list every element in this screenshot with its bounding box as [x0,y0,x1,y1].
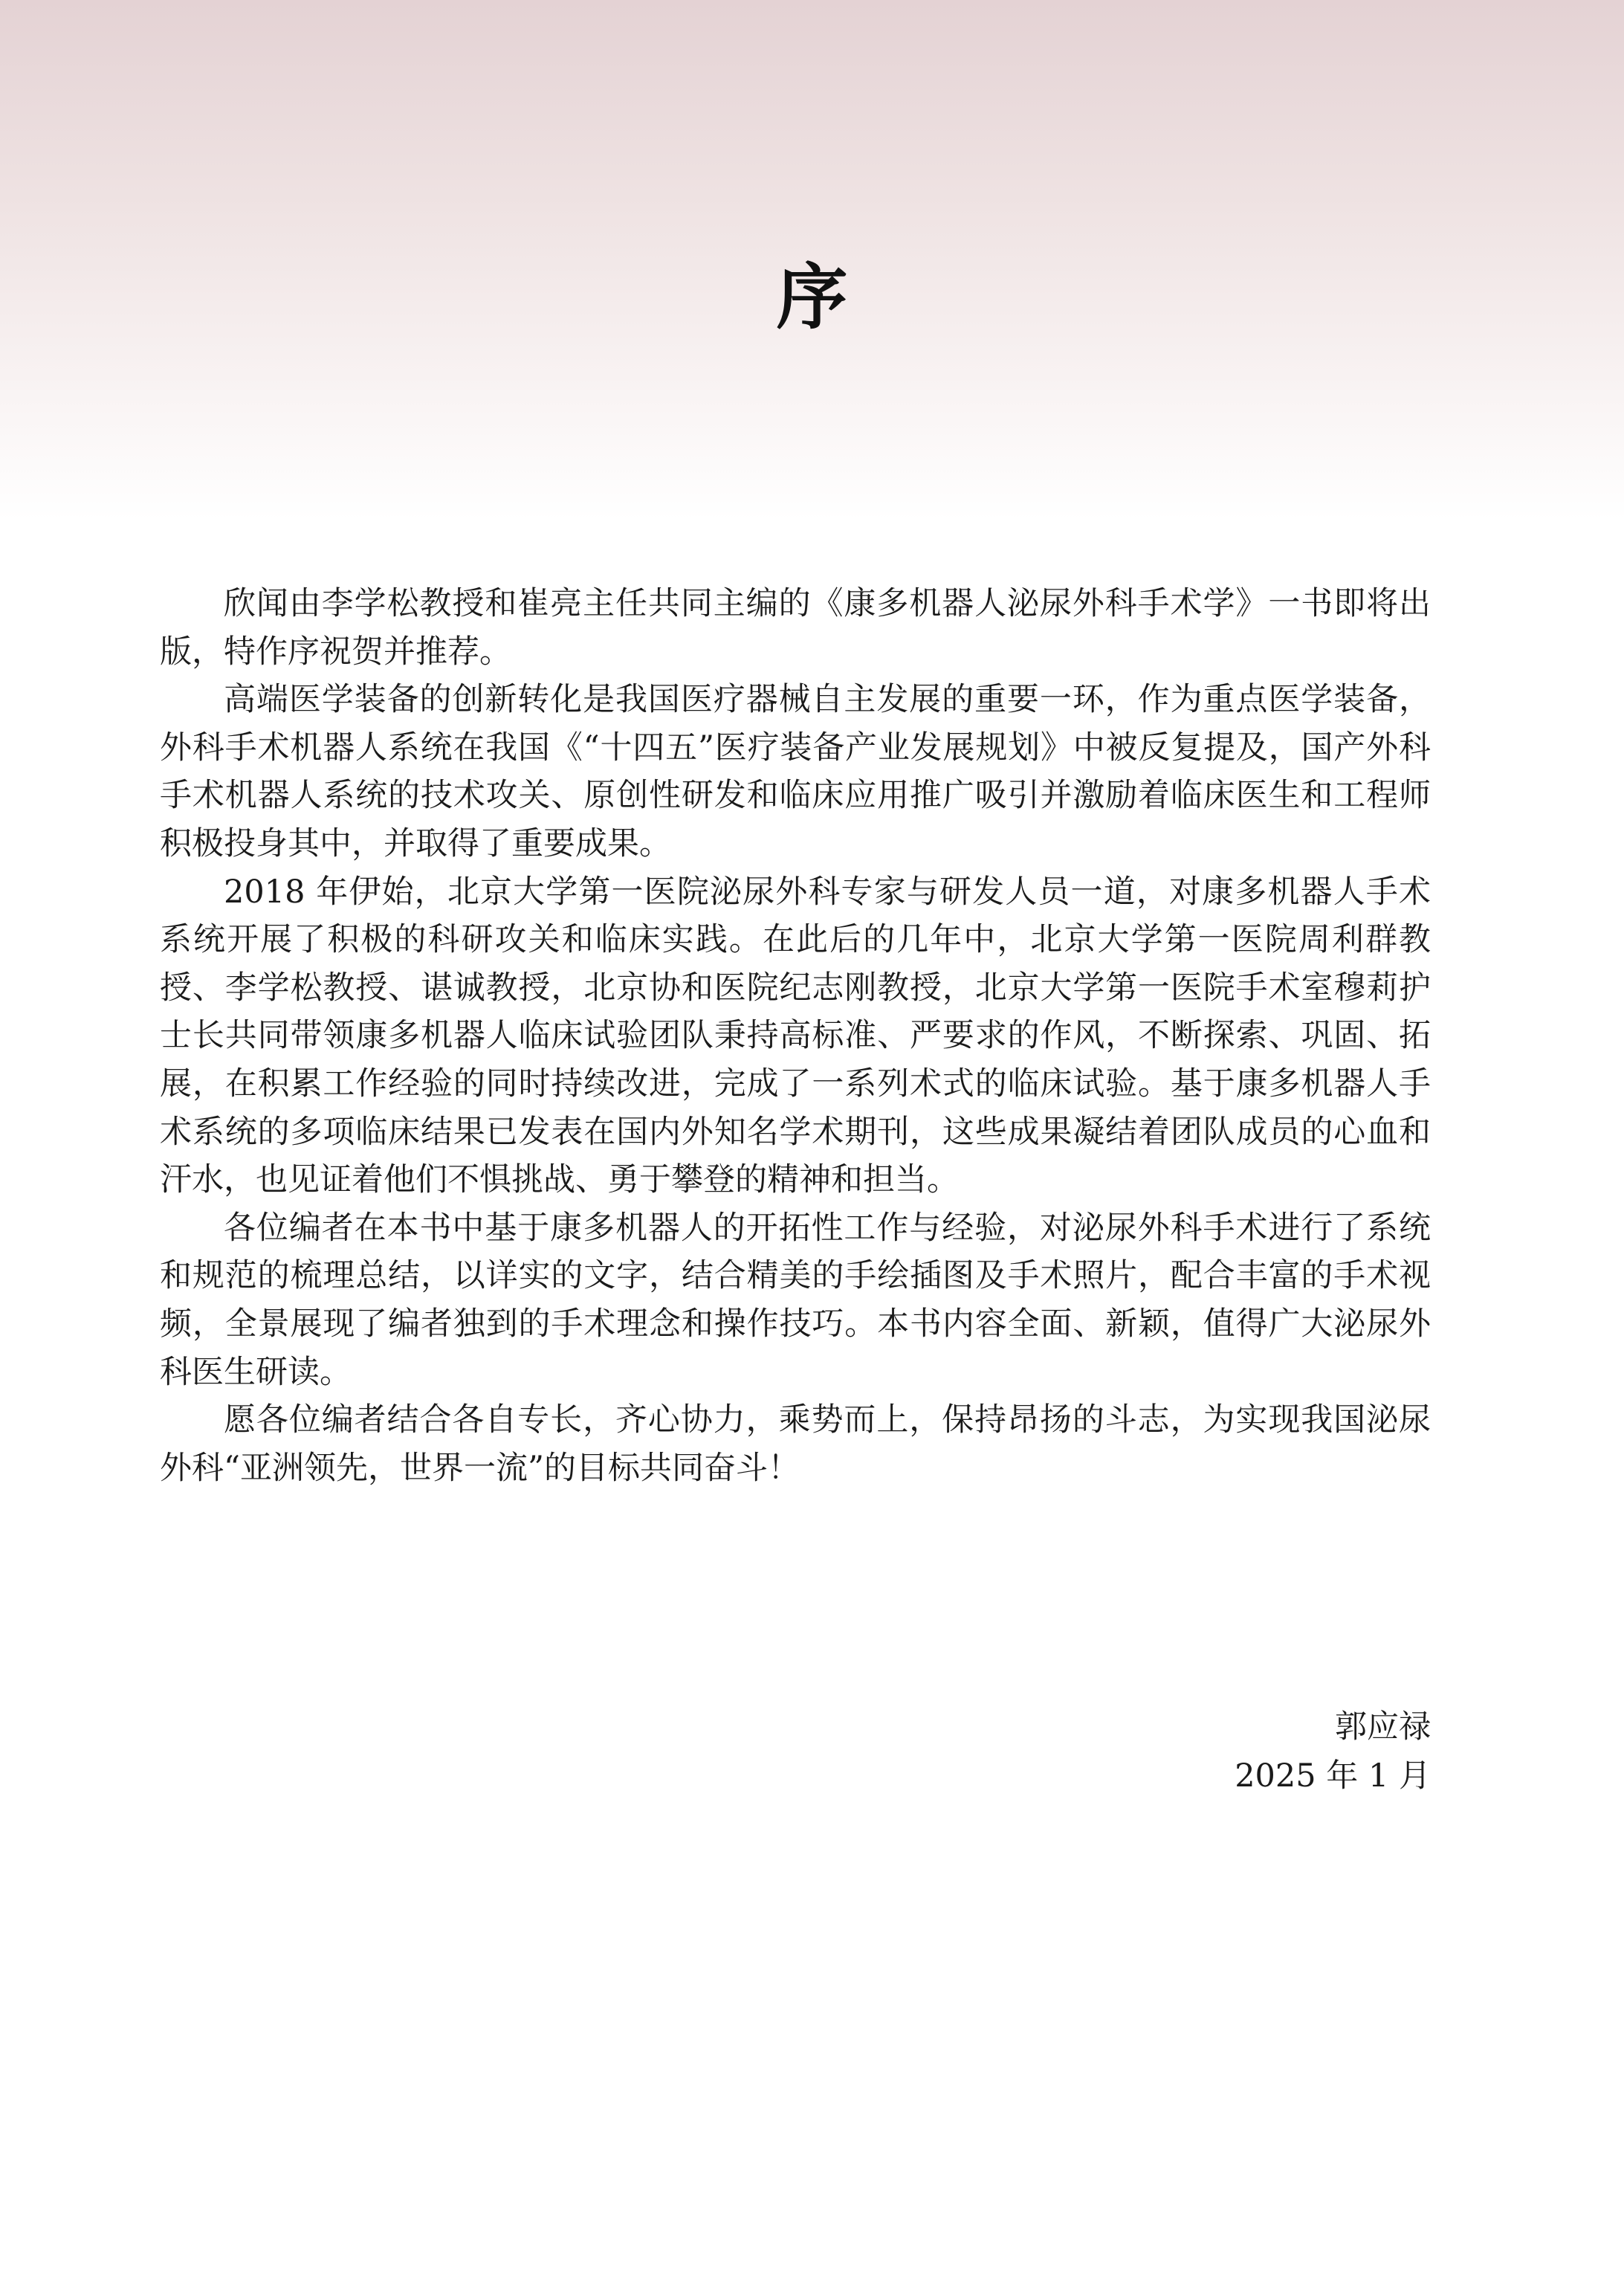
paragraph-4: 各位编者在本书中基于康多机器人的开拓性工作与经验，对泌尿外科手术进行了系统和规范的梳理总结，以详实的文字，结合精美的手绘插图及手术照片，配合丰富的手术视频，全景展现了编者独到的手术理念和操作技巧。本书内容全面、新颖，值得广大泌尿外科医生研读。 [160,1209,1431,1391]
paragraph-2: 高端医学装备的创新转化是我国医疗器械自主发展的重要一环，作为重点医学装备，外科手术机器人系统在我国《“十四五”医疗装备产业发展规划》中被反复提及，国产外科手术机器人系统的技术攻关、原创性研发和临床应用推广吸引并激励着临床医生和工程师积极投身其中，并取得了重要成果。 [160,681,1431,862]
page-title: 序 [776,256,848,339]
preface-body [160,580,1431,1492]
paragraph-1: 欣闻由李学松教授和崔亮主任共同主编的《康多机器人泌尿外科手术学》一书即将出版，特作序祝贺并推荐。 [160,585,1431,671]
signature-date: 2025 年 1 月 [1235,1757,1431,1795]
paragraph-5: 愿各位编者结合各自专长，齐心协力，乘势而上，保持昂扬的斗志，为实现我国泌尿外科“亚洲领先，世界一流”的目标共同奋斗！ [160,1401,1431,1487]
signature-block [1235,1702,1431,1801]
paragraph-3: 2018 年伊始，北京大学第一医院泌尿外科专家与研发人员一道，对康多机器人手术系统开展了积极的科研攻关和临床实践。在此后的几年中，北京大学第一医院周利群教授、李学松教授、谌诚教授，北京协和医院纪志刚教授，北京大学第一医院手术室穆莉护士长共同带领康多机器人临床试验团队秉持高标准、严要求的作风，不断探索、巩固、拓展，在积累工作经验的同时持续改进，完成了一系列术式的临床试验。基于康多机器人手术系统的多项临床结果已发表在国内外知名学术期刊，这些成果凝结着团队成员的心血和汗水，也见证着他们不惧挑战、勇于攀登的精神和担当。 [160,873,1431,1199]
author-name: 郭应禄 [1335,1708,1431,1746]
